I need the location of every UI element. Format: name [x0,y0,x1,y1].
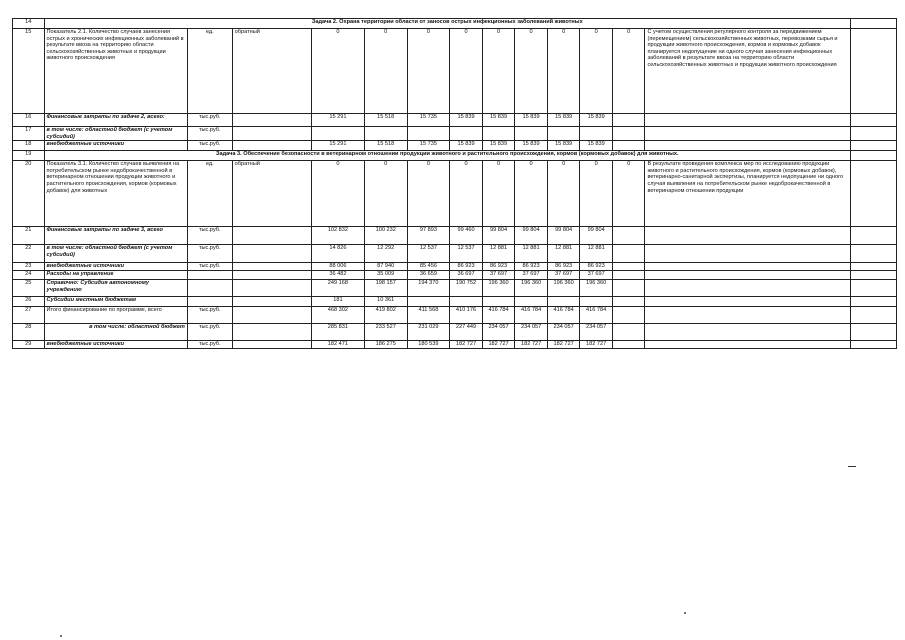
scan-speck [684,612,686,614]
empty-cell [851,341,897,349]
value-cell: 249 168 [311,280,364,297]
row-label-part: областной бюджет [127,324,185,331]
value-cell [612,324,645,341]
unit-cell: тыс.руб. [187,127,232,141]
value-cell [515,127,548,141]
table-row [13,151,897,161]
value-cell: 411 568 [407,307,450,324]
value-cell [612,271,645,280]
table-row [13,141,897,151]
value-cell [547,127,580,141]
value-cell: 15 839 [450,114,483,127]
value-cell: 0 [364,161,407,227]
value-cell: 410 176 [450,307,483,324]
value-cell [407,297,450,307]
row-label: Финансовые затраты по задаче 3, всего [44,227,187,245]
value-cell: 196 360 [580,280,613,297]
note-cell: С учетом осуществления регулярного контроля за передвижением (перемещением) сельскохозяйственных животных, перевозками сырья и продукции животного происхождения, кормов и кормовых добавок планируется недопущение ни одного случая занесения инфекционных заболеваний в результате ввоза на территорию области сельскохозяйственных животных и продукции животного происхождения [645,29,851,114]
unit-cell [187,271,232,280]
value-cell: 0 [450,29,483,114]
value-cell [364,127,407,141]
note-cell [645,297,851,307]
value-cell: 190 752 [450,280,483,297]
row-label: Расходы на управление [44,271,187,280]
empty-cell [851,280,897,297]
value-cell: 15 839 [547,114,580,127]
row-number: 16 [13,114,45,127]
value-cell: 36 697 [450,271,483,280]
value-cell: 12 537 [450,245,483,263]
value-cell: 0 [407,29,450,114]
scan-dash [848,466,856,467]
type-cell [232,114,311,127]
row-label: Показатель 3.1. Количество случаев выявления на потребительском рынке недоброкачественной в ветеринарном отношении продукции животного и растительного происхождения, кормов (кормовых добавок) для животных [44,161,187,227]
note-cell: В результате проведения комплекса мер по исследованию продукции животного и растительного происхождения, кормов (кормовых добавок), ветеринарно-санитарной экспертизы, планируется недопущение ни одного случая выявления на потребительском рынке недоброкачественной в ветеринарном отношении продукции [645,161,851,227]
row-number: 17 [13,127,45,141]
empty-cell [851,127,897,141]
row-label: внебюджетные источники [44,141,187,151]
unit-cell: тыс.руб. [187,324,232,341]
value-cell: 37 697 [515,271,548,280]
value-cell: 85 456 [407,263,450,271]
note-cell [645,263,851,271]
type-cell [232,141,311,151]
value-cell [612,341,645,349]
empty-cell [851,297,897,307]
row-number: 23 [13,263,45,271]
note-cell [645,127,851,141]
scan-speck [60,635,62,637]
value-cell: 15 291 [311,114,364,127]
value-cell [515,297,548,307]
value-cell [580,127,613,141]
table-row [13,114,897,127]
value-cell: 10 361 [364,297,407,307]
type-cell [232,127,311,141]
value-cell: 15 518 [364,141,407,151]
value-cell [407,127,450,141]
value-cell: 0 [482,29,515,114]
row-number: 27 [13,307,45,324]
table-row [13,19,897,29]
value-cell: 99 460 [450,227,483,245]
value-cell [612,307,645,324]
row-label: Показатель 2.1. Количество случаев занесения острых и хронических инфекционных заболеваний в результате ввоза на территорию области сельскохозяйственных животных и продукции животного происхождения [44,29,187,114]
value-cell: 15 839 [482,141,515,151]
note-cell [645,280,851,297]
value-cell: 419 802 [364,307,407,324]
value-cell: 0 [612,29,645,114]
note-cell [645,114,851,127]
table-row [13,307,897,324]
value-cell: 99 804 [580,227,613,245]
value-cell: 181 [311,297,364,307]
value-cell: 0 [612,161,645,227]
type-cell [232,280,311,297]
value-cell: 15 839 [580,141,613,151]
type-cell [232,227,311,245]
unit-cell: тыс.руб. [187,341,232,349]
value-cell: 12 881 [515,245,548,263]
row-label: в том числе: областной бюджет (с учетом субсидий) [44,245,187,263]
unit-cell: тыс.руб. [187,263,232,271]
value-cell: 35 009 [364,271,407,280]
unit-cell: ед. [187,161,232,227]
value-cell: 15 291 [311,141,364,151]
table-row [13,245,897,263]
value-cell: 194 370 [407,280,450,297]
table-row [13,271,897,280]
empty-cell [851,227,897,245]
type-cell [232,297,311,307]
row-label: Справочно: Субсидия автономному учреждению [44,280,187,297]
value-cell: 86 923 [515,263,548,271]
value-cell: 14 826 [311,245,364,263]
value-cell: 0 [450,161,483,227]
note-cell [645,324,851,341]
row-label: Финансовые затраты по задаче 2, всего: [44,114,187,127]
value-cell: 37 697 [482,271,515,280]
value-cell: 0 [515,29,548,114]
value-cell: 182 727 [482,341,515,349]
type-cell [232,263,311,271]
row-label-part: в том числе: [89,324,127,331]
value-cell: 99 804 [482,227,515,245]
value-cell: 227 449 [450,324,483,341]
value-cell: 99 804 [547,227,580,245]
note-cell [645,141,851,151]
value-cell: 234 057 [580,324,613,341]
value-cell: 0 [311,161,364,227]
table-row [13,297,897,307]
value-cell: 15 839 [547,141,580,151]
value-cell: 0 [515,161,548,227]
empty-cell [851,151,897,161]
program-indicators-table [12,18,897,349]
value-cell: 196 360 [547,280,580,297]
row-number: 26 [13,297,45,307]
value-cell [612,127,645,141]
table-row [13,324,897,341]
value-cell: 12 881 [547,245,580,263]
row-label: Итого финансирование по программе, всего [44,307,187,324]
table-row [13,227,897,245]
value-cell: 416 784 [547,307,580,324]
value-cell [580,297,613,307]
note-cell [645,245,851,263]
value-cell: 182 727 [515,341,548,349]
value-cell: 87 940 [364,263,407,271]
value-cell [450,297,483,307]
value-cell: 88 006 [311,263,364,271]
table-row [13,341,897,349]
value-cell: 37 697 [547,271,580,280]
value-cell: 0 [364,29,407,114]
value-cell: 15 839 [515,114,548,127]
value-cell: 12 881 [482,245,515,263]
table-row [13,280,897,297]
value-cell [612,245,645,263]
value-cell: 102 832 [311,227,364,245]
value-cell [547,297,580,307]
table-row [13,127,897,141]
type-cell [232,271,311,280]
value-cell: 182 727 [450,341,483,349]
value-cell [311,127,364,141]
value-cell: 233 527 [364,324,407,341]
row-number: 21 [13,227,45,245]
row-label: внебюджетные источники [44,263,187,271]
type-cell [232,324,311,341]
task-heading: Задача 2. Охрана территории области от заносов острых инфекционных заболеваний животных [44,19,851,29]
row-number: 22 [13,245,45,263]
type-cell: обратный [232,29,311,114]
value-cell: 416 784 [482,307,515,324]
value-cell: 36 659 [407,271,450,280]
row-number: 14 [13,19,45,29]
type-cell [232,245,311,263]
value-cell: 12 881 [580,245,613,263]
empty-cell [851,114,897,127]
value-cell: 285 831 [311,324,364,341]
row-number: 28 [13,324,45,341]
value-cell: 99 804 [515,227,548,245]
unit-cell: тыс.руб. [187,307,232,324]
value-cell: 182 471 [311,341,364,349]
value-cell: 468 302 [311,307,364,324]
unit-cell: тыс.руб. [187,245,232,263]
value-cell: 196 360 [482,280,515,297]
value-cell: 15 735 [407,141,450,151]
value-cell: 234 057 [515,324,548,341]
value-cell: 196 360 [515,280,548,297]
value-cell: 186 275 [364,341,407,349]
value-cell: 15 839 [580,114,613,127]
row-number: 25 [13,280,45,297]
unit-cell: ед. [187,29,232,114]
value-cell: 182 727 [547,341,580,349]
value-cell: 0 [547,29,580,114]
empty-cell [851,271,897,280]
value-cell: 12 537 [407,245,450,263]
row-label: Субсидии местным бюджетам [44,297,187,307]
value-cell: 0 [547,161,580,227]
row-number: 15 [13,29,45,114]
note-cell [645,307,851,324]
value-cell: 86 923 [450,263,483,271]
empty-cell [851,307,897,324]
value-cell: 15 839 [450,141,483,151]
value-cell: 37 697 [580,271,613,280]
table-row [13,161,897,227]
row-label [44,324,187,341]
value-cell [450,127,483,141]
unit-cell [187,297,232,307]
type-cell [232,341,311,349]
table-row [13,29,897,114]
row-number: 20 [13,161,45,227]
value-cell: 0 [482,161,515,227]
value-cell: 86 923 [547,263,580,271]
value-cell [612,227,645,245]
value-cell: 234 057 [547,324,580,341]
value-cell: 0 [311,29,364,114]
row-number: 24 [13,271,45,280]
empty-cell [851,263,897,271]
note-cell [645,271,851,280]
value-cell: 231 029 [407,324,450,341]
empty-cell [851,19,897,29]
value-cell: 0 [407,161,450,227]
empty-cell [851,29,897,114]
empty-cell [851,324,897,341]
row-number: 18 [13,141,45,151]
empty-cell [851,161,897,227]
value-cell [612,114,645,127]
row-number: 29 [13,341,45,349]
value-cell [612,141,645,151]
value-cell [612,263,645,271]
value-cell [482,297,515,307]
value-cell: 86 923 [482,263,515,271]
value-cell: 182 727 [580,341,613,349]
value-cell: 180 539 [407,341,450,349]
empty-cell [851,245,897,263]
value-cell: 0 [580,161,613,227]
value-cell: 97 893 [407,227,450,245]
value-cell [612,280,645,297]
empty-cell [851,141,897,151]
value-cell: 86 923 [580,263,613,271]
type-cell: обратный [232,161,311,227]
value-cell: 0 [580,29,613,114]
unit-cell: тыс.руб. [187,227,232,245]
value-cell: 36 482 [311,271,364,280]
row-label: в том числе: областной бюджет (с учетом субсидий) [44,127,187,141]
type-cell [232,307,311,324]
row-label: внебюджетные источники [44,341,187,349]
value-cell: 100 232 [364,227,407,245]
row-number: 19 [13,151,45,161]
table-row [13,263,897,271]
unit-cell: тыс.руб. [187,141,232,151]
value-cell: 15 518 [364,114,407,127]
value-cell [612,297,645,307]
value-cell: 12 292 [364,245,407,263]
value-cell: 15 839 [482,114,515,127]
unit-cell [187,280,232,297]
note-cell [645,341,851,349]
value-cell: 15 839 [515,141,548,151]
value-cell: 198 157 [364,280,407,297]
value-cell: 416 784 [580,307,613,324]
value-cell: 416 784 [515,307,548,324]
value-cell: 15 735 [407,114,450,127]
note-cell [645,227,851,245]
value-cell: 234 057 [482,324,515,341]
task-heading: Задача 3. Обеспечение безопасности в ветеринарном отношении продукции животного и растительного происхождения, кормов (кормовых добавок) для животных. [44,151,851,161]
unit-cell: тыс.руб. [187,114,232,127]
value-cell [482,127,515,141]
